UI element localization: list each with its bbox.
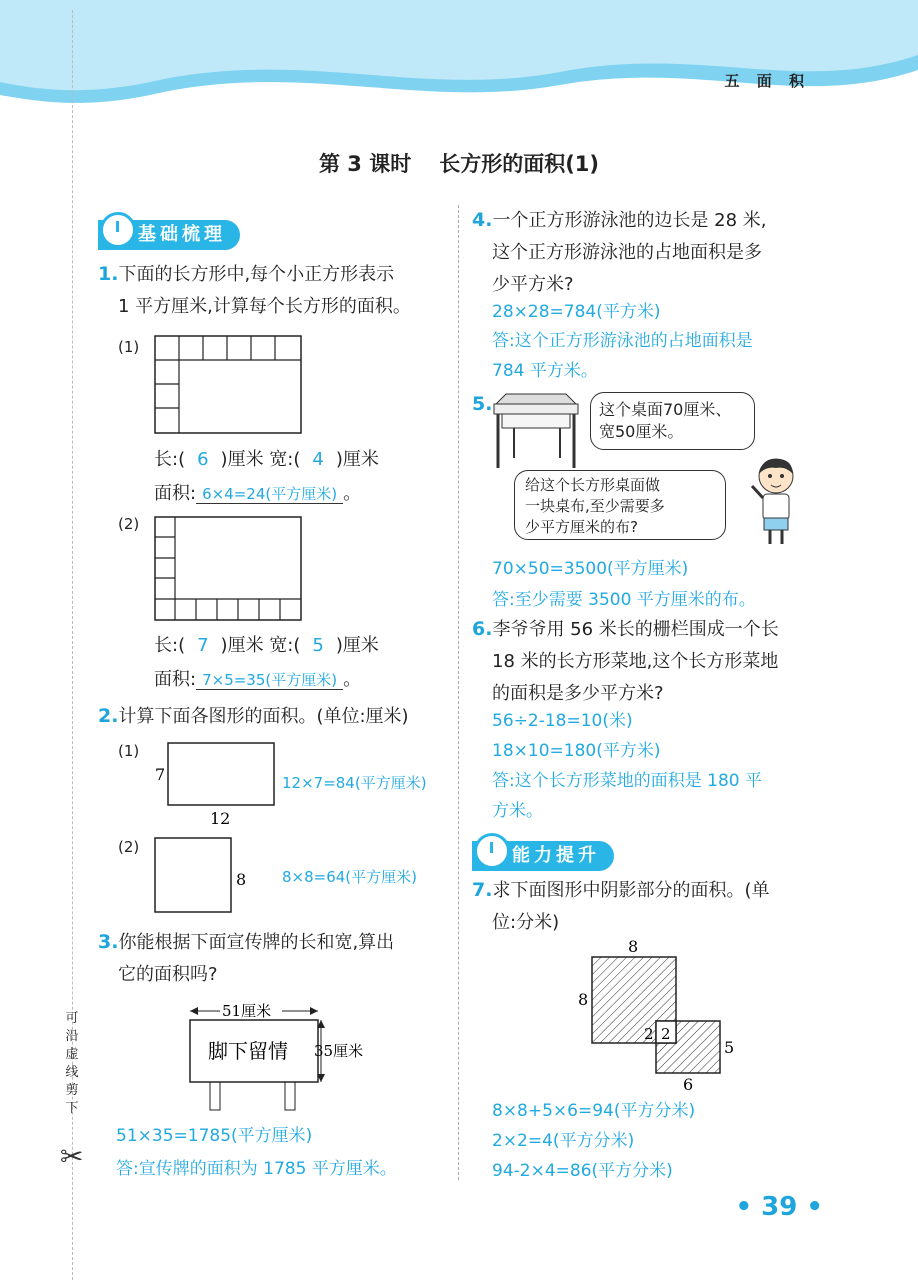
q7-label-inner-1: 2 bbox=[644, 1025, 654, 1043]
column-divider bbox=[458, 205, 459, 1180]
q4-answer-3: 784 平方米。 bbox=[492, 361, 598, 381]
q7-label-left: 8 bbox=[578, 990, 589, 1009]
question-2: 2.计算下面各图形的面积。(单位:厘米) bbox=[98, 705, 409, 727]
q3-answer-1: 51×35=1785(平方厘米) bbox=[116, 1126, 313, 1146]
clock-icon bbox=[474, 833, 510, 869]
q5-answer-1: 70×50=3500(平方厘米) bbox=[492, 559, 689, 579]
q3-sign-width: 51厘米 bbox=[222, 1002, 272, 1020]
section-badge-basic: 基础梳理 bbox=[98, 220, 240, 250]
speech-bubble-desk: 这个桌面70厘米、 宽50厘米。 bbox=[590, 392, 755, 450]
q3-answer-2: 答:宣传牌的面积为 1785 平方厘米。 bbox=[116, 1159, 397, 1179]
clock-icon bbox=[100, 212, 136, 248]
q2-part2-label: (2) bbox=[118, 838, 140, 856]
q7-label-inner-2: 2 bbox=[661, 1025, 671, 1043]
q7-label-top: 8 bbox=[628, 937, 639, 956]
q2-square bbox=[152, 835, 252, 915]
q1-part1-dims: 长:( 6 )厘米 宽:( 4 )厘米 bbox=[154, 449, 379, 470]
q2-part1-label: (1) bbox=[118, 742, 140, 760]
speech-bubble-boy: 给这个长方形桌面做 一块桌布,至少需要多 少平方厘米的布? bbox=[514, 470, 726, 540]
q1-part2-dims: 长:( 7 )厘米 宽:( 5 )厘米 bbox=[154, 635, 379, 656]
desk-illustration bbox=[488, 392, 588, 472]
q1-grid-2 bbox=[154, 516, 304, 622]
q6-answer-1: 56÷2-18=10(米) bbox=[492, 711, 633, 731]
q2-square-side: 8 bbox=[236, 870, 247, 889]
question-1: 1.下面的长方形中,每个小正方形表示 1 平方厘米,计算每个长方形的面积。 bbox=[98, 263, 411, 317]
q7-answer-3: 94-2×4=86(平方分米) bbox=[492, 1161, 673, 1181]
q1-part1-area: 面积: 6×4=24(平方厘米) 。 bbox=[154, 483, 362, 504]
q2-rectangle bbox=[150, 740, 280, 830]
q7-label-bottom: 6 bbox=[683, 1075, 694, 1094]
page-number: • 39 • bbox=[735, 1192, 823, 1222]
question-5: 5. bbox=[472, 393, 493, 415]
q6-answer-4: 方米。 bbox=[492, 801, 543, 821]
q7-label-right: 5 bbox=[724, 1038, 735, 1057]
q5-answer-2: 答:至少需要 3500 平方厘米的布。 bbox=[492, 590, 756, 610]
q1-part2-label: (2) bbox=[118, 515, 140, 533]
q2-part1-answer: 12×7=84(平方厘米) bbox=[282, 774, 427, 792]
q2-part2-answer: 8×8=64(平方厘米) bbox=[282, 868, 418, 886]
q3-sign-text: 脚下留情 bbox=[208, 1039, 288, 1063]
q7-answer-1: 8×8+5×6=94(平方分米) bbox=[492, 1101, 696, 1121]
chapter-label: 五 面 积 bbox=[724, 72, 810, 90]
cut-hint: 可沿虚线剪下 bbox=[65, 1011, 79, 1116]
header-banner bbox=[0, 0, 918, 110]
section-badge-advanced: 能力提升 bbox=[472, 841, 614, 871]
q2-rect-height: 7 bbox=[155, 765, 166, 784]
q1-part2-area: 面积: 7×5=35(平方厘米) 。 bbox=[154, 669, 362, 690]
q4-answer-1: 28×28=784(平方米) bbox=[492, 302, 661, 322]
q2-rect-width: 12 bbox=[210, 809, 231, 828]
question-4: 4.一个正方形游泳池的边长是 28 米, 这个正方形游泳池的占地面积是多 少平方米? bbox=[472, 209, 767, 295]
q6-answer-2: 18×10=180(平方米) bbox=[492, 741, 661, 761]
q7-shaded-figure bbox=[572, 935, 742, 1095]
q4-answer-2: 答:这个正方形游泳池的占地面积是 bbox=[492, 331, 753, 351]
q3-sign-height: 35厘米 bbox=[314, 1042, 364, 1060]
scissors-icon: ✂ bbox=[60, 1140, 84, 1173]
page-title: 第 3 课时 长方形的面积(1) bbox=[318, 152, 600, 176]
question-3: 3.你能根据下面宣传牌的长和宽,算出 它的面积吗? bbox=[98, 931, 395, 985]
question-7: 7.求下面图形中阴影部分的面积。(单 位:分米) bbox=[472, 879, 770, 933]
q7-answer-2: 2×2=4(平方分米) bbox=[492, 1131, 635, 1151]
q1-part1-label: (1) bbox=[118, 338, 140, 356]
q6-answer-3: 答:这个长方形菜地的面积是 180 平 bbox=[492, 771, 762, 791]
question-6: 6.李爷爷用 56 米长的栅栏围成一个长 18 米的长方形菜地,这个长方形菜地 的面积是多少平方米? bbox=[472, 618, 779, 704]
q3-sign bbox=[180, 998, 390, 1113]
boy-illustration bbox=[748, 456, 808, 548]
q1-grid-1 bbox=[154, 335, 304, 435]
